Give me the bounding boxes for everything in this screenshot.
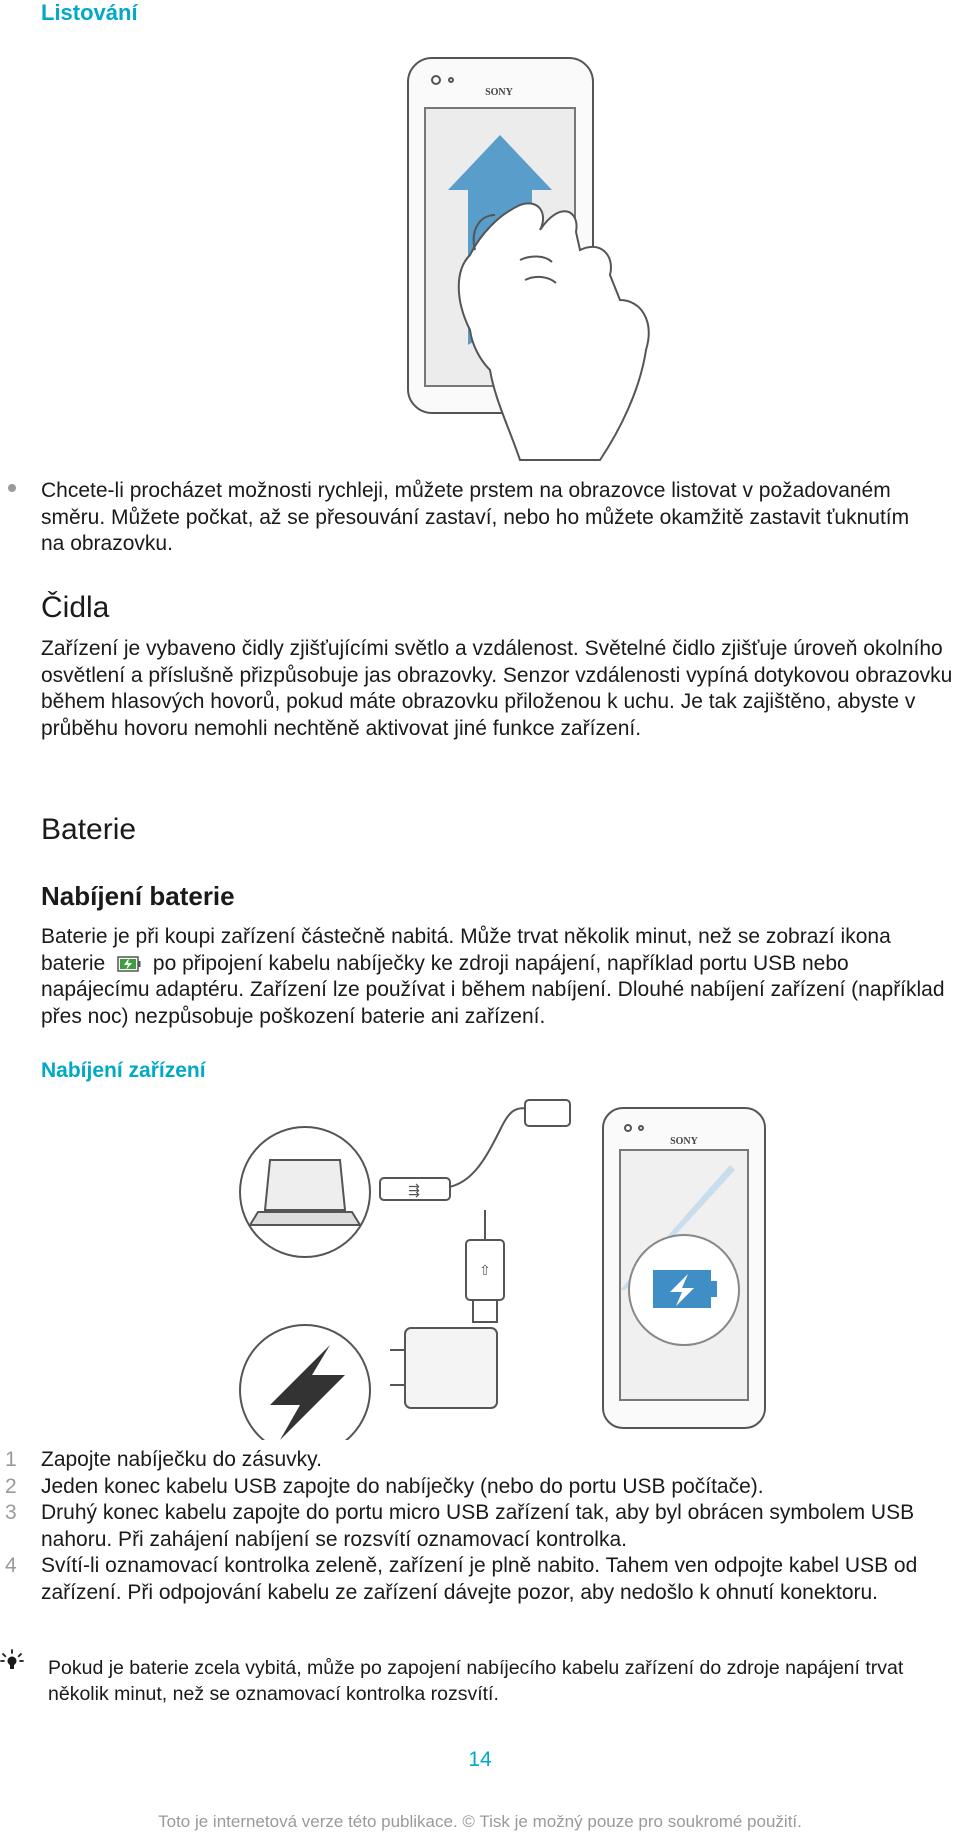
- step-item: [0, 1500, 960, 1553]
- paragraph-cidla: Zařízení je vybaveno čidly zjišťujícími světlo a vzdálenost. Světelné čidlo zjišťuje úroveň okolního osvětlení a příslušně přizpůsobuje jas obrazovky. Senzor vzdálenosti vypíná dotykovou obrazovku během hlasových hovorů, pokud máte obrazovku přiloženou k uchu. Je tak zajištěno, abyste v průběhu hovoru nemohli nechtěně aktivovat jiné funkce zařízení.: [41, 637, 953, 740]
- phone-brand-label: SONY: [485, 87, 513, 98]
- heading-nabijeni-baterie: Nabíjení baterie: [41, 881, 235, 911]
- step-item: [0, 1447, 960, 1474]
- tip-text: Pokud je baterie zcela vybitá, může po zapojení nabíjecího kabelu zařízení do zdroje napájení trvat několik minut, než se oznamovací kontrolka rozsvítí.: [48, 1657, 904, 1705]
- heading-cidla: Čidla: [41, 591, 110, 624]
- step-number: 3: [5, 1501, 17, 1524]
- wall-charger-icon: [240, 1325, 497, 1440]
- laptop-icon: [240, 1127, 370, 1257]
- step-text: Jeden konec kabelu USB zapojte do nabíječky (nebo do portu USB počítače).: [41, 1474, 764, 1498]
- step-item: [0, 1553, 960, 1606]
- footer-note: Toto je internetová verze této publikace. © Tisk je možný pouze pro soukromé použití.: [158, 1812, 802, 1831]
- step-text: Druhý konec kabelu zapojte do portu micro USB zařízení tak, aby byl obrácen symbolem USB nahoru. Při zahájení nabíjení se rozsvítí oznamovací kontrolka.: [41, 1501, 915, 1551]
- step-number: 4: [5, 1554, 17, 1577]
- paragraph-baterie-part-1: Baterie je při koupi zařízení částečně nabitá. Může trvat několik minut, než se zobrazí ikona baterie: [41, 925, 891, 975]
- paragraph-baterie-part-2: po připojení kabelu nabíječky ke zdroji napájení, například portu USB nebo napájecímu adaptéru. Zařízení lze používat i během nabíjení. Dlouhé nabíjení zařízení (například přes noc) nezpůsobuje poškození baterie ani zařízení.: [41, 951, 945, 1028]
- section-title-listovani: Listování: [41, 0, 138, 25]
- svg-text:⇧: ⇧: [479, 1263, 491, 1279]
- lightbulb-icon: [0, 1649, 24, 1675]
- bullet-paragraph: Chcete-li procházet možnosti rychleji, můžete prstem na obrazovce listovat v požadovaném směru. Můžete počkat, až se přesouvání zastaví, nebo ho můžete okamžitě zastavit ťuknutím na obrazovku.: [41, 479, 910, 555]
- usb-cable: [380, 1100, 570, 1322]
- svg-text:⇶: ⇶: [408, 1183, 420, 1199]
- charging-phone: [603, 1108, 765, 1428]
- step-number: 1: [5, 1448, 17, 1471]
- phone-brand-label-2: SONY: [670, 1136, 698, 1147]
- page-number: 14: [468, 1748, 492, 1771]
- step-text: Zapojte nabíječku do zásuvky.: [41, 1448, 322, 1471]
- step-item: [0, 1474, 960, 1501]
- steps-list: [0, 1447, 960, 1606]
- step-text: Svítí-li oznamovací kontrolka zeleně, zařízení je plně nabito. Tahem ven odpojte kabel USB od zařízení. Při odpojování kabelu ze zařízení dávejte pozor, aby nedošlo k ohnutí konektoru.: [41, 1554, 918, 1604]
- heading-baterie: Baterie: [41, 813, 137, 846]
- subheading-nabijeni-zarizeni: Nabíjení zařízení: [41, 1059, 206, 1082]
- step-number: 2: [5, 1474, 17, 1498]
